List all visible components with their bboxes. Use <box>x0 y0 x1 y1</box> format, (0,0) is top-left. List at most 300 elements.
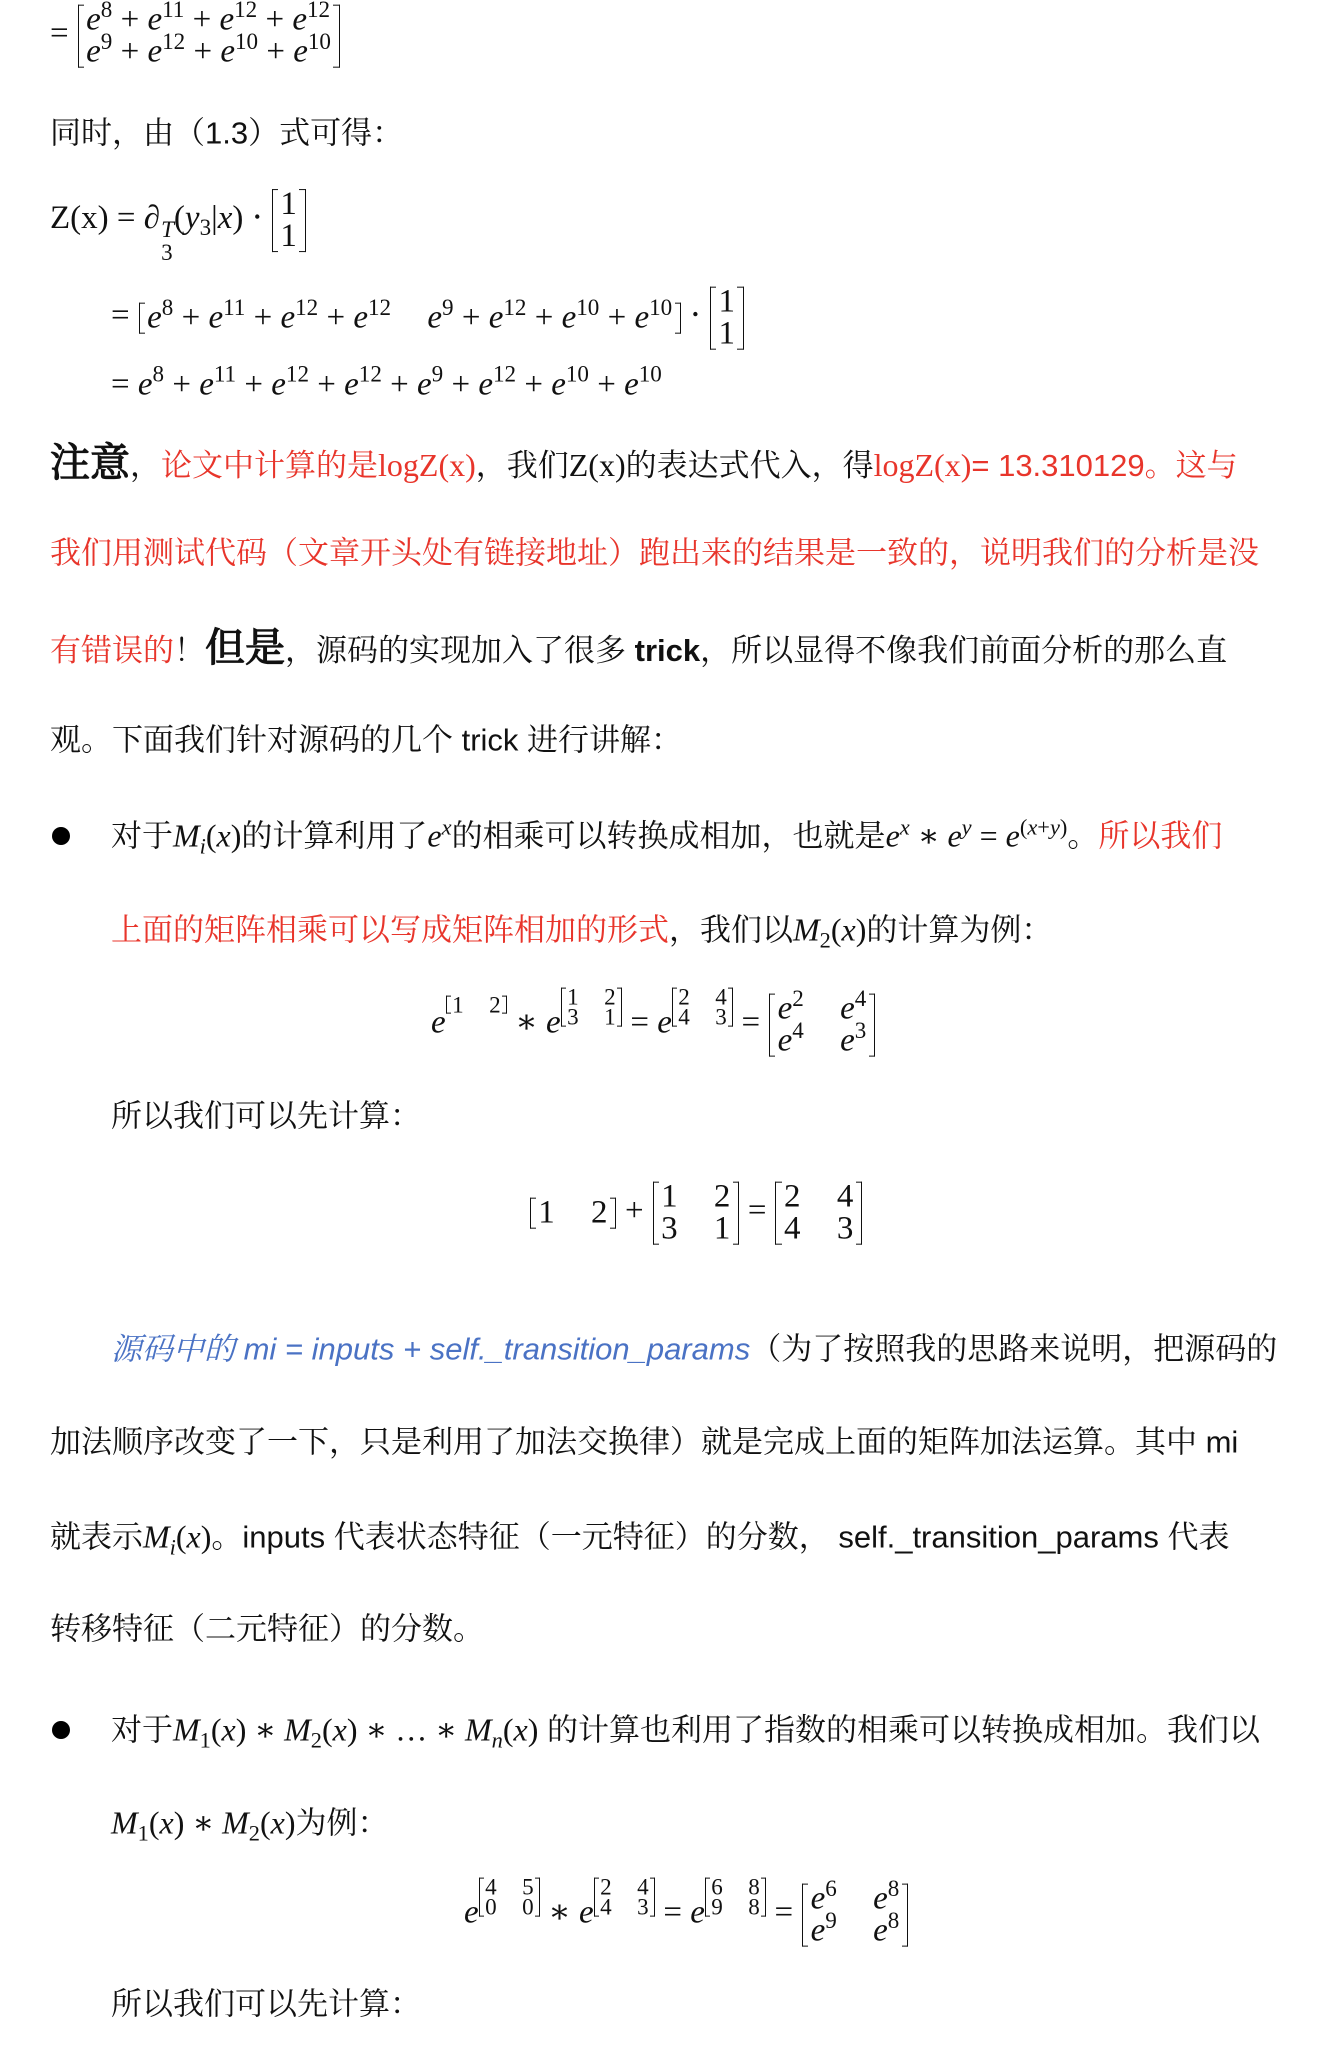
term-base: M <box>143 1518 170 1555</box>
term-base: e <box>219 1 235 38</box>
term-base: e <box>431 1004 446 1041</box>
note-line-4 <box>50 722 682 761</box>
inline-math <box>427 814 452 854</box>
superscript <box>962 814 972 839</box>
text-run: + <box>173 299 209 336</box>
text-run: ( <box>205 817 217 854</box>
term-base: e <box>777 1023 793 1060</box>
text-run: 的相乘可以转换成相加，也就是 <box>451 818 886 854</box>
matrix-row <box>280 218 297 255</box>
term-base: e <box>657 1004 672 1041</box>
bullet-1-prompt <box>111 1098 421 1137</box>
z-definition-equation <box>50 188 306 264</box>
text-run: 8 <box>887 1907 900 1934</box>
text-run: x <box>332 1711 347 1748</box>
text-run: ) <box>173 1804 185 1841</box>
z-step-1-equation <box>111 283 744 352</box>
text-run: 11 <box>162 0 185 22</box>
text-run: 2 <box>600 1873 612 1900</box>
source-note-line-3 <box>50 1517 1229 1558</box>
text-run: 3 <box>854 1017 867 1044</box>
math-term <box>478 360 517 403</box>
source-note-line-2 <box>50 1424 1238 1463</box>
text-run: 注意 <box>50 441 130 485</box>
text-run: logZ(x) <box>378 447 476 483</box>
matrix-cell <box>836 1178 854 1215</box>
superscript <box>234 0 257 22</box>
math-term <box>885 814 910 854</box>
superscript <box>235 28 258 54</box>
term-base: e <box>86 1 101 38</box>
text-run: 5 <box>522 1873 534 1900</box>
superscript <box>825 1875 837 1901</box>
superscript <box>223 294 245 320</box>
matrix <box>768 985 875 1060</box>
text-run: x <box>270 1804 285 1841</box>
source-note-line-4 <box>50 1611 484 1650</box>
text-run: ！ <box>174 633 205 668</box>
text-run: 4 <box>637 1873 649 1900</box>
term-base: e <box>624 366 639 403</box>
superscript <box>161 215 174 242</box>
matrix-cell <box>522 1893 534 1920</box>
text-run: + <box>245 299 281 336</box>
expression-group <box>431 983 876 1060</box>
text-run: ) <box>200 1518 212 1555</box>
subscript <box>138 1820 149 1845</box>
math-term <box>199 360 237 403</box>
text-run: + <box>308 366 345 403</box>
matrix-cell <box>485 1893 497 1920</box>
bullet-1-product-equation <box>431 983 876 1060</box>
matrix <box>446 991 507 1018</box>
matrix <box>594 1873 655 1920</box>
matrix-row <box>280 186 297 223</box>
inline-math <box>885 814 1068 854</box>
expression-group <box>50 626 1228 670</box>
note-line-3 <box>50 623 1227 673</box>
bullet-2-product-equation <box>464 1873 909 1950</box>
term-base: y <box>184 199 200 236</box>
matrix-row <box>86 0 331 38</box>
term-base: e <box>427 299 443 336</box>
subscript <box>161 238 174 265</box>
expression-group <box>111 814 1223 859</box>
text-run: i <box>199 833 206 859</box>
math-term <box>488 294 527 336</box>
text-run: 1 <box>718 316 735 352</box>
matrix-cell <box>427 294 673 336</box>
math-term <box>561 294 600 336</box>
term-base: e <box>271 366 286 403</box>
text-run: 9 <box>711 1893 723 1920</box>
term-base: e <box>810 1913 826 1950</box>
text-run: 1 <box>718 283 735 320</box>
text-run: 10 <box>638 360 662 387</box>
expression-group <box>86 28 331 70</box>
text-run: x <box>1027 814 1038 840</box>
expression-group <box>111 283 744 352</box>
expression-group <box>464 1873 909 1950</box>
matrix-row <box>147 294 673 336</box>
superscript <box>792 985 804 1011</box>
matrix-row <box>718 318 735 350</box>
term-base: e <box>416 366 432 403</box>
math-term <box>222 1804 260 1846</box>
text-run: 1 <box>604 1003 616 1030</box>
matrix-cell <box>714 1213 731 1245</box>
math-term <box>173 817 206 859</box>
matrix-row <box>485 1893 534 1920</box>
matrix <box>652 1178 740 1247</box>
term-base: M <box>173 1711 200 1748</box>
text-run: 但是 <box>205 626 285 670</box>
matrix-cell <box>713 1178 731 1215</box>
text-run: 1 <box>137 1820 149 1846</box>
term-base: e <box>137 366 153 403</box>
expression-group <box>111 1804 389 1846</box>
superscript <box>153 361 165 387</box>
text-run: 4 <box>792 1017 804 1044</box>
text-run: ( <box>148 1804 160 1841</box>
text-run: ∗ <box>184 1804 223 1841</box>
matrix-row <box>600 1893 649 1920</box>
superscript <box>672 983 733 1030</box>
text-run: 1 <box>713 1211 731 1247</box>
bullet-icon <box>52 1721 70 1739</box>
math-term <box>271 360 309 403</box>
text-run: y <box>961 814 972 840</box>
matrix-row <box>784 1178 854 1215</box>
term-base: e <box>777 990 793 1027</box>
expression-group <box>111 911 1053 953</box>
text-run: + <box>257 1 293 38</box>
matrix-cell <box>452 991 464 1018</box>
matrix-row <box>678 1003 727 1030</box>
term-base: e <box>579 1894 594 1931</box>
expression-group <box>50 441 1238 485</box>
inline-math <box>173 817 242 859</box>
text-run: ( <box>175 1518 187 1555</box>
matrix-cell <box>600 1893 612 1920</box>
text-run: 上面的矩阵相乘可以写成矩阵相加的形式 <box>111 912 669 948</box>
superscript <box>594 1873 655 1920</box>
math-term <box>777 1017 804 1060</box>
math-term <box>657 983 733 1041</box>
superscript <box>639 361 662 387</box>
superscript <box>308 28 331 54</box>
math-term <box>579 1873 655 1931</box>
inline-math <box>173 1711 539 1753</box>
expression-group <box>1020 814 1067 839</box>
text-run: + <box>516 366 552 403</box>
superscript <box>1020 814 1067 839</box>
matrix <box>709 283 744 352</box>
text-run: ，我们 <box>475 448 569 483</box>
matrix-cell <box>591 1194 608 1231</box>
superscript <box>162 28 185 54</box>
math-term <box>208 294 246 336</box>
math-term <box>344 360 382 403</box>
text-run: 12 <box>358 360 382 387</box>
superscript <box>576 294 599 320</box>
superscript <box>888 1907 900 1933</box>
text-run: + <box>616 1192 652 1229</box>
text-run: 3 <box>161 238 173 265</box>
term-base: e <box>840 1023 855 1060</box>
text-run: x <box>186 1518 201 1555</box>
text-run: 2 <box>819 927 831 953</box>
superscript <box>855 985 867 1011</box>
expression-group <box>529 1178 863 1247</box>
math-term <box>143 1518 176 1560</box>
matrix-row <box>661 1213 730 1245</box>
term-base: e <box>488 299 504 336</box>
text-run: x <box>513 1711 528 1748</box>
text-run: ( <box>321 1711 333 1748</box>
superscript <box>286 361 309 387</box>
text-run: trick <box>634 633 701 668</box>
superscript <box>368 294 391 320</box>
matrix-cell <box>718 283 735 320</box>
superscript <box>825 1907 837 1933</box>
text-run: 10 <box>649 294 673 321</box>
text-run: 2 <box>784 1178 801 1215</box>
term-base: e <box>280 299 296 336</box>
term-base: e <box>293 34 308 70</box>
expression-group <box>147 294 392 336</box>
text-run: = <box>739 1192 775 1229</box>
matrix-cell <box>784 1178 801 1215</box>
text-run: x <box>217 199 233 236</box>
math-term <box>284 1711 322 1753</box>
text-run: x <box>899 814 910 840</box>
term-base: e <box>344 366 359 403</box>
matrix-cell <box>715 1003 727 1030</box>
superscript <box>705 1873 766 1920</box>
note-line-1 <box>50 438 1238 488</box>
text-run: 4 <box>784 1211 801 1247</box>
text-run: 8 <box>748 1893 760 1920</box>
text-run: = <box>971 817 1006 854</box>
subscript <box>200 214 212 240</box>
text-run: 2 <box>310 1727 322 1753</box>
sub-superscript <box>161 215 174 265</box>
text-run: + <box>185 34 221 70</box>
matrix-row <box>711 1893 760 1920</box>
text-run: ) <box>527 1711 539 1748</box>
term-base: M <box>465 1711 492 1748</box>
math-term <box>147 294 174 336</box>
text-run: 2 <box>678 983 690 1010</box>
text-run: = <box>111 297 138 334</box>
text-run: 1 <box>280 186 297 223</box>
matrix-row <box>452 991 501 1018</box>
term-base: e <box>690 1894 705 1931</box>
text-run: + <box>184 1 220 38</box>
term-base: e <box>885 817 900 854</box>
text-run: = <box>655 1894 691 1931</box>
term-base: M <box>173 817 200 854</box>
text-run: 11 <box>223 294 246 321</box>
term-base: e <box>220 34 235 70</box>
math-term <box>147 28 186 70</box>
text-run: 1 <box>452 991 464 1018</box>
text-run: 6 <box>825 1875 837 1902</box>
subscript <box>249 1820 260 1845</box>
term-base: M <box>284 1711 311 1748</box>
text-run: ⋅ <box>681 297 710 334</box>
text-run: 12 <box>307 0 331 22</box>
text-run: 为例： <box>295 1805 389 1841</box>
source-note-line-4-text: 转移特征（二元特征）的分数。 <box>50 1611 484 1647</box>
expression-group <box>111 1711 1260 1753</box>
text-run: ∗ … ∗ <box>357 1711 465 1748</box>
math-term <box>280 294 319 336</box>
text-run: ( <box>1019 814 1028 840</box>
text-run: = <box>766 1894 802 1931</box>
text-run: i <box>169 1534 176 1560</box>
text-run: ( <box>210 1711 222 1748</box>
term-base: e <box>873 1880 888 1917</box>
text-run: 9 <box>442 294 454 321</box>
matrix-row <box>784 1213 853 1245</box>
text-run: 的计算也利用了指数的相乘可以转换成相加。我们以 <box>538 1712 1260 1748</box>
text-run: 的表达式代入，得 <box>625 448 874 483</box>
text-run: 3 <box>199 213 212 240</box>
superscript <box>295 294 318 320</box>
term-base: e <box>353 299 368 336</box>
text-run: x <box>841 911 856 948</box>
text-run: y <box>1049 814 1060 840</box>
text-run: 4 <box>485 1873 497 1900</box>
term-base: e <box>147 299 162 336</box>
matrix <box>775 1178 863 1247</box>
superscript <box>101 0 113 22</box>
text-run: 2 <box>713 1178 731 1215</box>
matrix-cell <box>86 28 331 70</box>
math-term <box>431 991 507 1041</box>
text-run: ) <box>346 1711 358 1748</box>
math-term <box>840 1017 867 1060</box>
note-line-2 <box>50 535 1259 574</box>
text-run: + <box>443 366 479 403</box>
text-run: ∗ <box>246 1711 285 1748</box>
math-term <box>220 28 259 70</box>
text-run: ) <box>1059 814 1068 840</box>
bullet-1-prompt-text: 所以我们可以先计算： <box>111 1098 421 1134</box>
text-run: 12 <box>492 360 517 387</box>
matrix-row <box>777 985 867 1027</box>
math-term <box>546 983 622 1041</box>
text-run: 2 <box>604 983 616 1010</box>
matrix-cell <box>661 1178 678 1215</box>
term-base: e <box>208 299 224 336</box>
text-run: + <box>526 299 562 336</box>
superscript <box>900 814 910 839</box>
matrix <box>138 294 682 336</box>
math-term <box>634 294 673 336</box>
math-term <box>810 1907 837 1950</box>
text-run: 1 <box>538 1194 555 1231</box>
text-run: 。inputs 代表状态特征（一元特征）的分数， self._transition_params 代表 <box>211 1519 1230 1555</box>
text-run: 的计算利用了 <box>241 818 428 854</box>
text-run: 论文中计算的是 <box>161 448 378 483</box>
text-run: + <box>236 366 272 403</box>
matrix <box>529 1194 617 1231</box>
matrix-row <box>538 1194 608 1231</box>
bullet-icon <box>52 827 70 845</box>
superscript <box>888 1875 900 1901</box>
subscript <box>820 927 831 952</box>
math-term <box>793 911 831 953</box>
text-run: = <box>733 1004 769 1041</box>
text-run: 1 <box>567 983 579 1010</box>
text-run: 1 <box>661 1178 678 1215</box>
text-run: 0 <box>485 1893 497 1920</box>
text-run: | <box>211 199 218 236</box>
matrix-row <box>86 28 331 70</box>
math-term <box>353 294 392 336</box>
text-run: ，所以显得不像我们前面分析的那么直 <box>700 633 1228 668</box>
matrix <box>271 188 306 253</box>
z-step-2-equation <box>111 360 662 405</box>
text-run: 12 <box>162 28 186 55</box>
text-run: 有错误的 <box>50 633 174 668</box>
text-run: 2 <box>489 991 501 1018</box>
term-base: e <box>86 34 101 70</box>
text-run: 9 <box>825 1907 837 1934</box>
matrix-row <box>661 1178 731 1215</box>
text-run: ， <box>130 448 161 483</box>
text-run: ( <box>259 1804 271 1841</box>
matrix-cell <box>280 186 297 223</box>
text-run: ( <box>502 1711 514 1748</box>
text-run: 8 <box>100 0 113 22</box>
matrix-cell <box>777 1017 804 1060</box>
superscript <box>446 989 507 1018</box>
term-base: e <box>561 299 577 336</box>
text-run: 4 <box>678 1003 690 1030</box>
text-run: 8 <box>887 1875 900 1902</box>
note-line-4-text: 观。下面我们针对源码的几个 trick 进行讲解： <box>50 722 683 758</box>
intro-text-run: 同时，由（1.3）式可得： <box>50 115 404 151</box>
text-run: ⋅ <box>243 199 272 236</box>
text-run: 对于 <box>111 1712 173 1748</box>
matrix <box>705 1873 766 1920</box>
inline-math <box>793 911 867 953</box>
matrix-cell <box>810 1907 837 1950</box>
text-run: 9 <box>431 360 444 387</box>
text-run: x <box>216 817 231 854</box>
text-run: x <box>221 1711 236 1748</box>
text-run: ( <box>173 199 185 236</box>
matrix <box>479 1873 540 1920</box>
text-run: 12 <box>503 294 527 321</box>
matrix-cell <box>748 1893 760 1920</box>
superscript <box>649 294 672 320</box>
matrix-cell <box>604 1003 616 1030</box>
term-base: e <box>1005 817 1020 854</box>
superscript <box>792 1017 804 1043</box>
superscript <box>561 983 622 1030</box>
text-run: + <box>381 366 417 403</box>
superscript <box>442 814 452 839</box>
term-base: e <box>840 990 855 1027</box>
matrix-cell <box>637 1893 649 1920</box>
text-run: + <box>1037 814 1050 840</box>
text-run: 11 <box>213 360 237 387</box>
